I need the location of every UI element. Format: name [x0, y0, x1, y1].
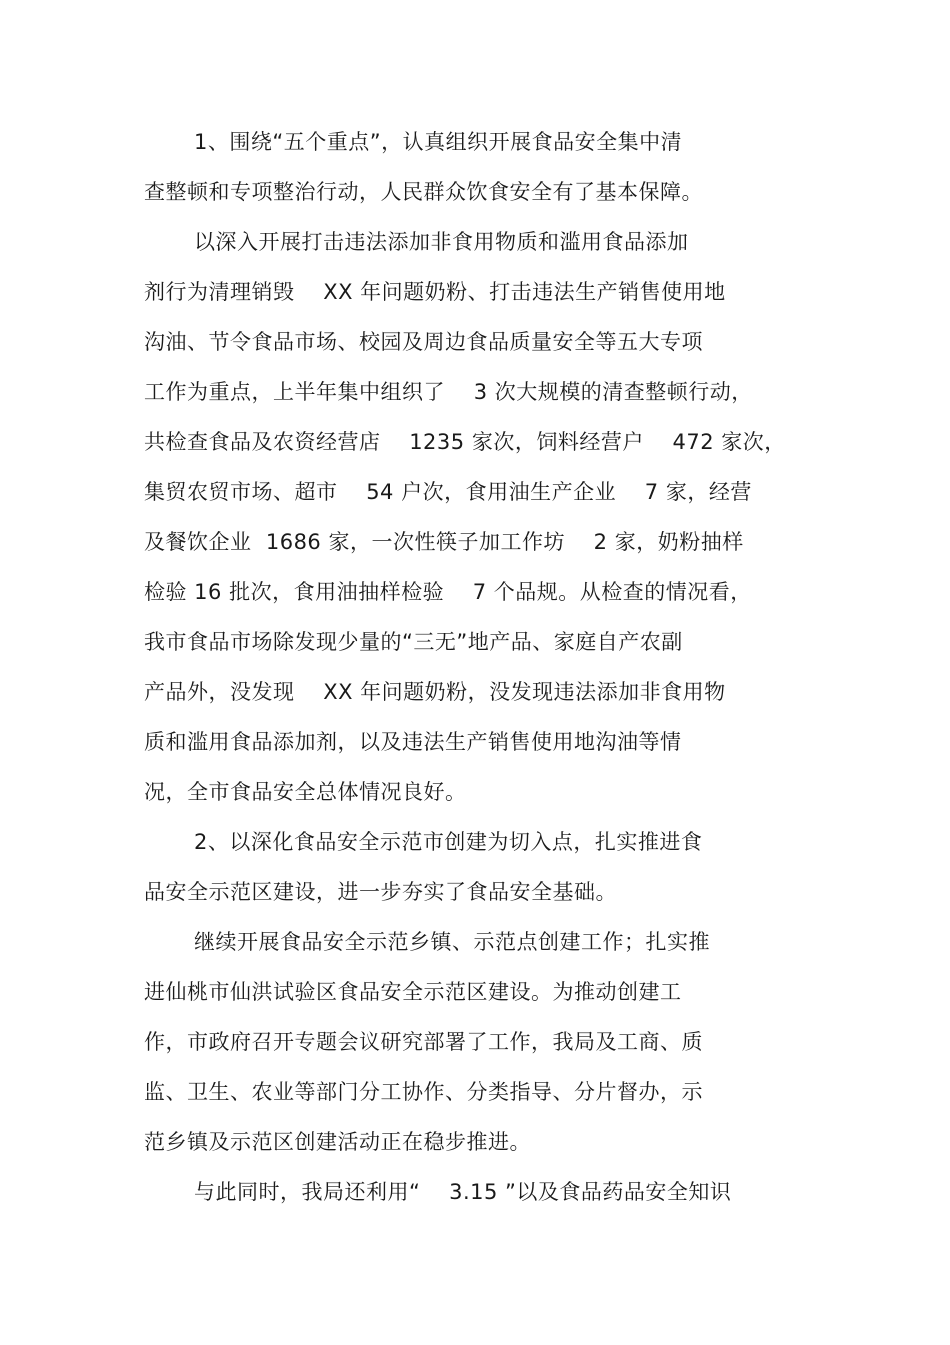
text-line: 查整顿和专项整治行动，人民群众饮食安全有了基本保障。	[144, 180, 703, 204]
text-line: 及餐饮企业 1686 家，一次性筷子加工作坊 2 家，奶粉抽样	[144, 530, 744, 554]
text-line: 我市食品市场除发现少量的“三无”地产品、家庭自产农副	[144, 630, 683, 654]
text-line: 产品外，没发现 XX 年问题奶粉，没发现违法添加非食用物	[144, 680, 726, 704]
text-line: 况，全市食品安全总体情况良好。	[144, 780, 467, 804]
text-line: 以深入开展打击违法添加非食用物质和滥用食品添加	[194, 230, 689, 254]
text-line: 与此同时，我局还利用“ 3.15 ”以及食品药品安全知识	[194, 1180, 732, 1204]
text-line: 作，市政府召开专题会议研究部署了工作，我局及工商、质	[144, 1030, 703, 1054]
text-line: 质和滥用食品添加剂，以及违法生产销售使用地沟油等情	[144, 730, 682, 754]
text-line: 共检查食品及农资经营店 1235 家次，饲料经营户 472 家次，	[144, 430, 786, 454]
text-line: 集贸农贸市场、超市 54 户次，食用油生产企业 7 家，经营	[144, 480, 752, 504]
text-line: 1、围绕“五个重点”，认真组织开展食品安全集中清	[194, 130, 683, 154]
text-line: 范乡镇及示范区创建活动正在稳步推进。	[144, 1130, 531, 1154]
text-line: 监、卫生、农业等部门分工协作、分类指导、分片督办，示	[144, 1080, 703, 1104]
text-line: 工作为重点，上半年集中组织了 3 次大规模的清查整顿行动，	[144, 380, 753, 404]
text-line: 检验 16 批次，食用油抽样检验 7 个品规。从检查的情况看，	[144, 580, 752, 604]
text-line: 2、以深化食品安全示范市创建为切入点，扎实推进食	[194, 830, 703, 854]
text-line: 沟油、节令食品市场、校园及周边食品质量安全等五大专项	[144, 330, 703, 354]
text-line: 剂行为清理销毁 XX 年问题奶粉、打击违法生产销售使用地	[144, 280, 726, 304]
text-line: 进仙桃市仙洪试验区食品安全示范区建设。为推动创建工	[144, 980, 682, 1004]
text-line: 继续开展食品安全示范乡镇、示范点创建工作；扎实推	[194, 930, 710, 954]
text-line: 品安全示范区建设，进一步夯实了食品安全基础。	[144, 880, 617, 904]
